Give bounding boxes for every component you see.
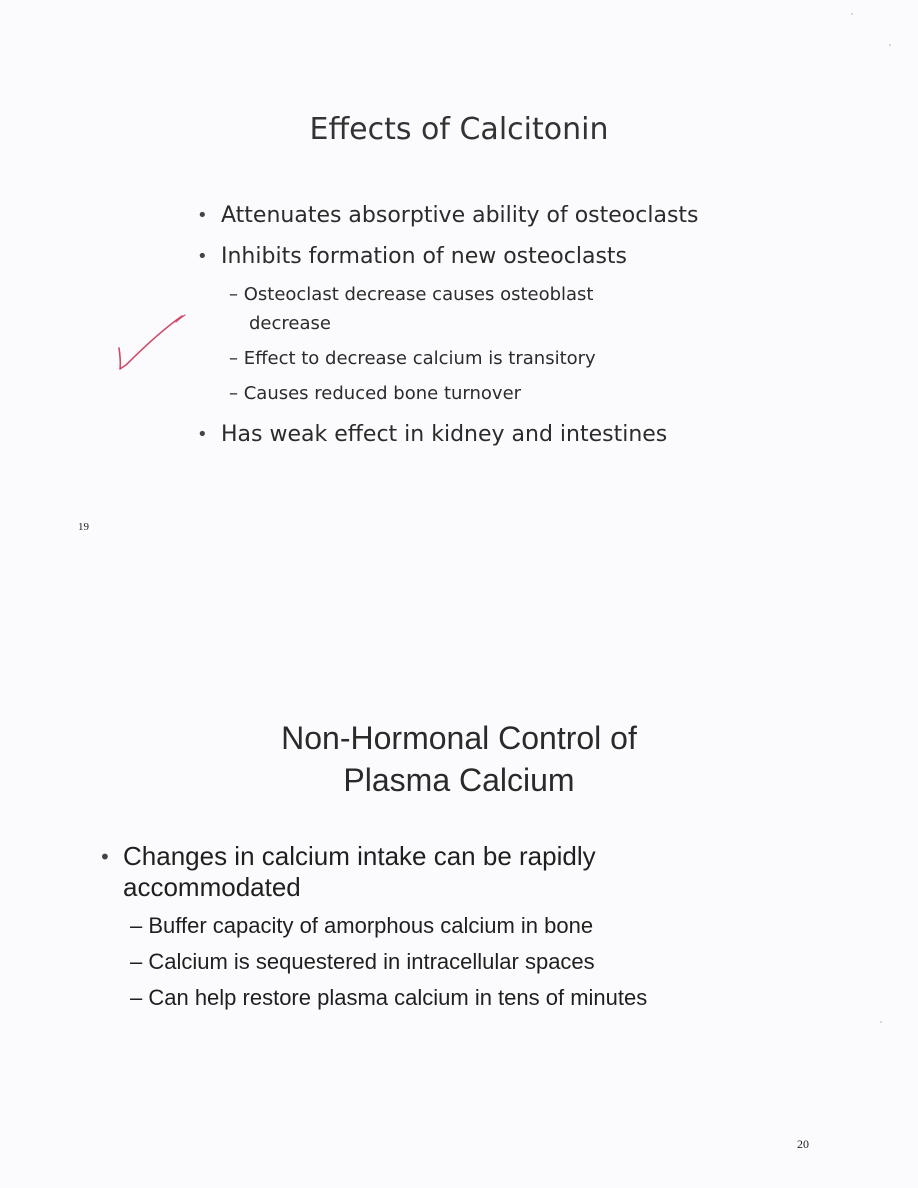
slide2-bullet-1-line1: Changes in calcium intake can be rapidly <box>123 841 596 871</box>
slide1-bullet-1: Attenuates absorptive ability of osteoclasts <box>221 203 699 228</box>
slide1-subbullet-2: – Effect to decrease calcium is transitory <box>229 348 596 369</box>
slide1-bullet-2: Inhibits formation of new osteoclasts <box>221 244 628 269</box>
scan-speck <box>851 13 853 15</box>
bullet-dot: • <box>197 246 208 267</box>
slide2-subbullet-3: – Can help restore plasma calcium in tens of minutes <box>130 985 648 1010</box>
slide2-bullet-1-line2: accommodated <box>123 872 301 902</box>
bullet-dot: • <box>99 845 111 869</box>
slide2-subbullet-1: – Buffer capacity of amorphous calcium in bone <box>130 913 594 938</box>
slide2-subbullet-2: – Calcium is sequestered in intracellular spaces <box>130 949 595 974</box>
slide2-title-line1: Non-Hormonal Control of <box>281 720 637 756</box>
bullet-dot: • <box>197 424 208 445</box>
page-number-19: 19 <box>78 521 89 533</box>
slide1-subbullet-3: – Causes reduced bone turnover <box>229 383 522 404</box>
scan-speck <box>889 44 891 46</box>
slide1-subbullet-1-line2: decrease <box>249 313 331 334</box>
bullet-dot: • <box>197 205 208 226</box>
slide1-bullet-3: Has weak effect in kidney and intestines <box>221 422 668 447</box>
handwritten-checkmark-icon <box>110 312 190 382</box>
scan-speck <box>880 1021 882 1023</box>
page-number-20: 20 <box>797 1137 809 1151</box>
slide1-title: Effects of Calcitonin <box>309 112 609 147</box>
slide1-subbullet-1-line1: – Osteoclast decrease causes osteoblast <box>229 284 594 305</box>
slide2-title-line2: Plasma Calcium <box>343 762 575 798</box>
